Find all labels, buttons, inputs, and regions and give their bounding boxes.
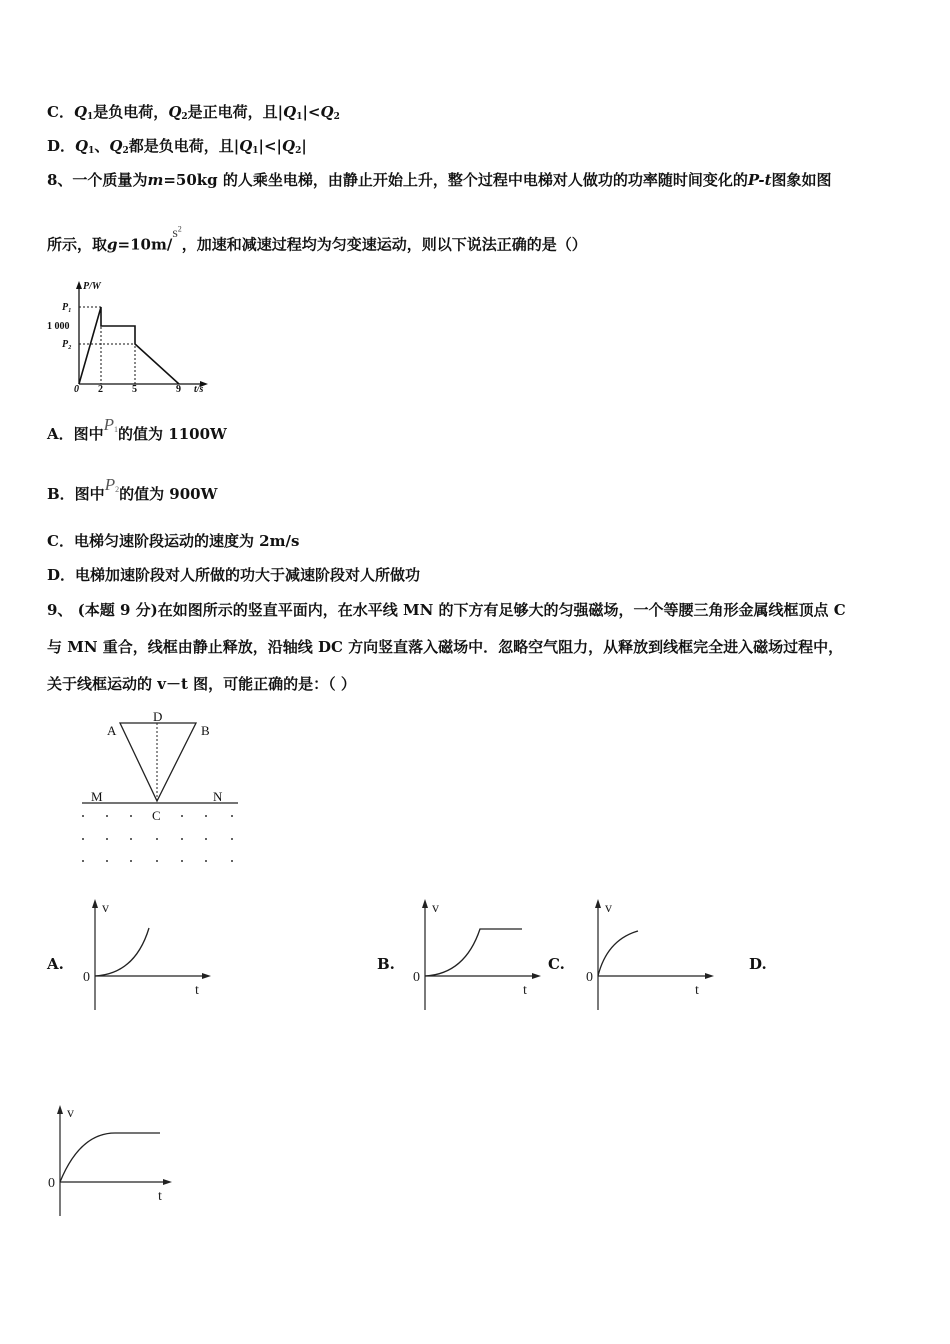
choice-a-label[interactable]: A. (47, 955, 64, 973)
pt-ytick-p1: P₁ (62, 302, 72, 313)
svg-text:v: v (67, 1106, 74, 1121)
svg-text:t: t (158, 1189, 162, 1204)
q8-option-a[interactable]: A．图中$P_1$的值为 1100W (47, 415, 227, 443)
label-n: N (213, 789, 223, 804)
pt-xlabel: t/s (194, 384, 204, 395)
pt-ytick-p2: P₂ (62, 339, 72, 350)
svg-text:t: t (695, 983, 699, 998)
pt-power-curve (79, 307, 179, 384)
q8-option-d[interactable]: D．电梯加速阶段对人所做的功大于减速阶段对人所做功 (47, 566, 421, 584)
label-c: C (152, 808, 161, 823)
svg-text:t: t (523, 983, 527, 998)
q8-stem-line1: 8、一个质量为m=50kg 的人乘坐电梯，由静止开始上升，整个过程中电梯对人做功的功率随时间变化的P-t图象如图 (47, 171, 832, 189)
svg-text:0: 0 (48, 1176, 55, 1191)
triangle-frame-figure (75, 704, 245, 874)
vt-curve-d (60, 1133, 160, 1182)
label-a: A (107, 723, 117, 738)
pt-ylabel: P/W (83, 281, 101, 292)
pt-graph (45, 278, 215, 396)
pt-ytick-1000: 1 000 (47, 321, 70, 332)
pt-xtick-5: 5 (132, 384, 137, 395)
q7-option-d[interactable]: D．$Q_1$、$Q_2$都是负电荷，且$|Q_1|<|Q_2|$ (47, 137, 307, 156)
svg-text:v: v (605, 901, 612, 916)
pt-xtick-0: 0 (74, 384, 79, 395)
svg-text:v: v (102, 901, 109, 916)
vt-graph-a[interactable] (80, 896, 215, 1016)
vt-curve-c (598, 931, 638, 976)
q8-option-c[interactable]: C．电梯匀速阶段运动的速度为 2m/s (47, 532, 300, 550)
choice-d-label[interactable]: D. (749, 955, 767, 973)
metal-frame (120, 723, 196, 801)
pt-xtick-9: 9 (176, 384, 181, 395)
q8-option-b[interactable]: B．图中$P_2$的值为 900W (47, 475, 218, 503)
svg-text:0: 0 (413, 970, 420, 985)
choice-c-label[interactable]: C. (548, 955, 565, 973)
vt-curve-b (425, 929, 522, 976)
svg-text:0: 0 (586, 970, 593, 985)
unit-s-squared: $s^2$ (172, 224, 182, 241)
pt-xtick-2: 2 (98, 384, 103, 395)
vt-curve-a (95, 928, 149, 976)
q9-stem-line3: 关于线框运动的 v－t 图，可能正确的是：（ ） (47, 675, 356, 693)
label-b: B (201, 723, 210, 738)
q9-stem-line2: 与 MN 重合，线框由静止释放，沿轴线 DC 方向竖直落入磁场中．忽略空气阻力，从释放到线框完全进入磁场过程中， (47, 638, 844, 656)
vt-graph-d[interactable] (45, 1100, 180, 1220)
q7-option-c[interactable]: C．$Q_1$是负电荷，$Q_2$是正电荷，且$|Q_1|<Q_2$ (47, 103, 340, 122)
vt-graph-b[interactable] (410, 896, 545, 1016)
label-m: M (91, 789, 103, 804)
svg-text:v: v (432, 901, 439, 916)
label-d: D (153, 709, 163, 724)
svg-text:0: 0 (83, 970, 90, 985)
choice-b-label[interactable]: B. (377, 955, 395, 973)
q9-stem-line1: 9、 (本题 9 分)在如图所示的竖直平面内，在水平线 MN 的下方有足够大的匀强磁场，一个等腰三角形金属线框顶点 C (47, 601, 846, 619)
q8-stem-line2: 所示，取$g=10m/s^2$，加速和减速过程均为匀变速运动，则以下说法正确的是（） (47, 224, 587, 254)
vt-graph-c[interactable] (583, 896, 718, 1016)
svg-text:t: t (195, 983, 199, 998)
